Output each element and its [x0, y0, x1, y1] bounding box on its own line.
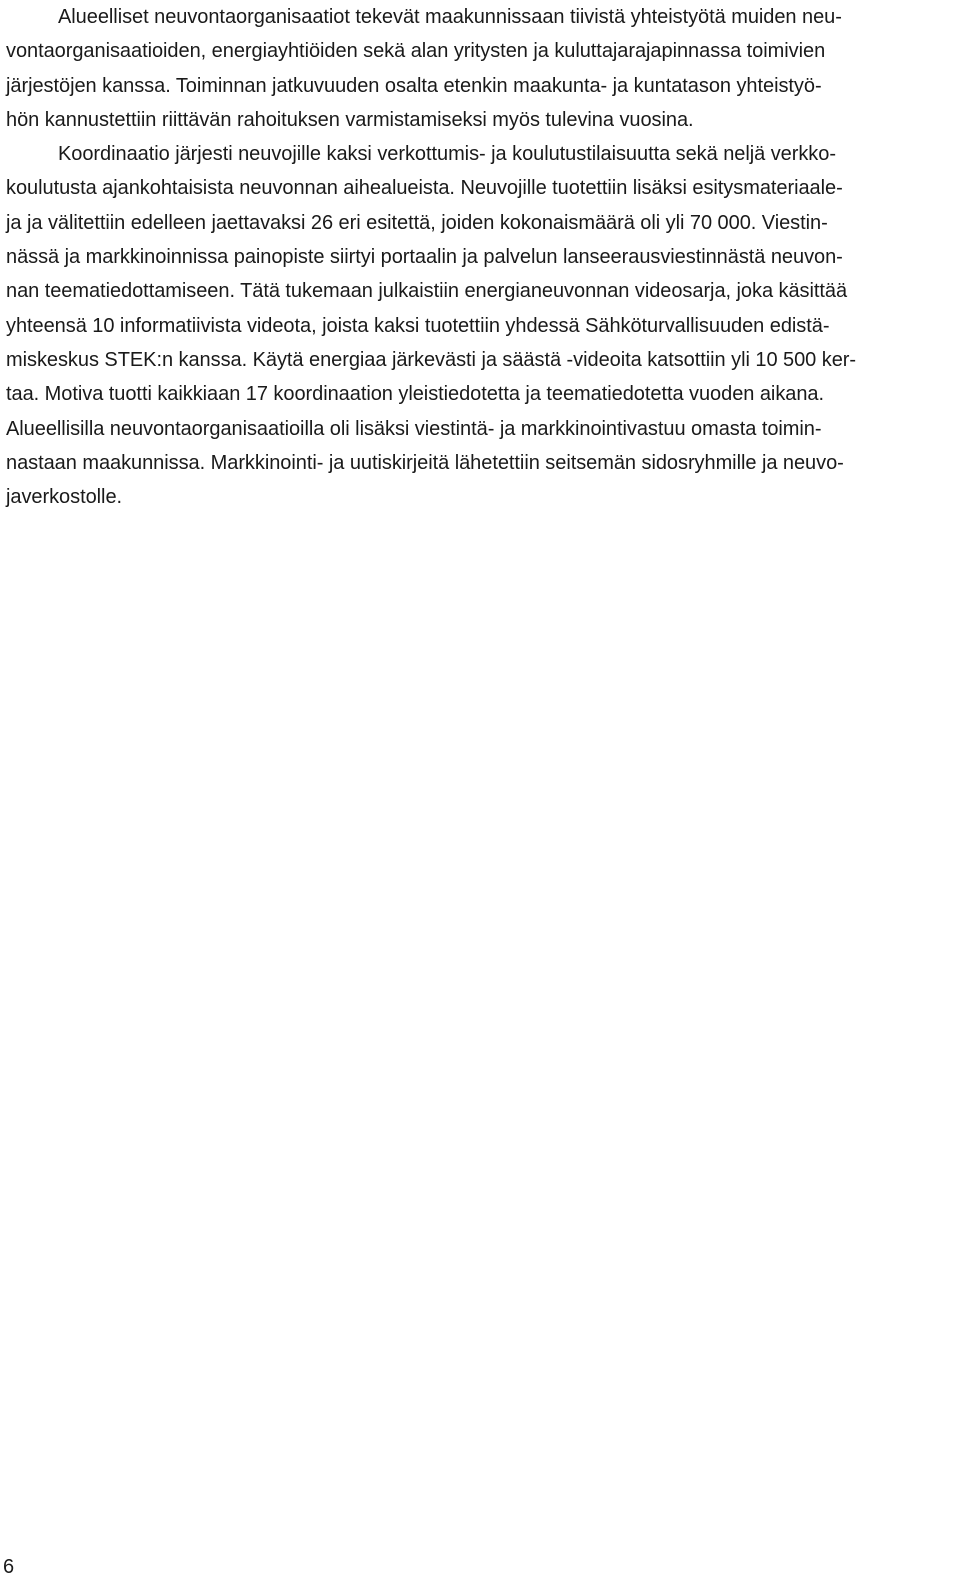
text-line: Alueellisilla neuvontaorganisaatioilla oli lisäksi viestintä- ja markkinointivastuu omasta toimin- — [6, 417, 822, 440]
text-line: koulutusta ajankohtaisista neuvonnan aihealueista. Neuvojille tuotettiin lisäksi esitysmateriaale- — [6, 177, 843, 200]
text-line: miskeskus STEK:n kanssa. Käytä energiaa järkevästi ja säästä -videoita katsottiin yli 10 500 ker- — [6, 348, 856, 371]
text-line: yhteensä 10 informatiivista videota, joista kaksi tuotettiin yhdessä Sähköturvallisuuden edistä- — [6, 314, 830, 337]
page-number: 6 — [3, 1556, 15, 1578]
text-line: nässä ja markkinoinnissa painopiste siirtyi portaalin ja palvelun lanseerausviestinnästä neuvon- — [6, 246, 843, 269]
text-line: nastaan maakunnissa. Markkinointi- ja uutiskirjeitä lähetettiin seitsemän sidosryhmille ja neuvo- — [6, 451, 844, 474]
body-text — [6, 0, 940, 514]
text-line: järjestöjen kanssa. Toiminnan jatkuvuuden osalta etenkin maakunta- ja kuntatason yhteistyö- — [6, 74, 822, 97]
text-line: javerkostolle. — [6, 486, 123, 509]
text-line: Koordinaatio järjesti neuvojille kaksi verkottumis- ja koulutustilaisuutta sekä neljä verkko- — [58, 143, 836, 166]
text-line: Alueelliset neuvontaorganisaatiot tekevät maakunnissaan tiivistä yhteistyötä muiden neu- — [58, 6, 842, 28]
text-line: ja ja välitettiin edelleen jaettavaksi 26 eri esitettä, joiden kokonaismäärä oli yli 70 000. Viestin- — [6, 211, 828, 234]
text-line: hön kannustettiin riittävän rahoituksen varmistamiseksi myös tulevina vuosina. — [6, 108, 694, 131]
text-line: vontaorganisaatioiden, energiayhtiöiden sekä alan yritysten ja kuluttajarajapinnassa toimivien — [6, 40, 826, 63]
text-line: nan teematiedottamiseen. Tätä tukemaan julkaistiin energianeuvonnan videosarja, joka käsittää — [6, 280, 848, 303]
text-line: taa. Motiva tuotti kaikkiaan 17 koordinaation yleistiedotetta ja teematiedotetta vuoden aikana. — [6, 383, 824, 406]
